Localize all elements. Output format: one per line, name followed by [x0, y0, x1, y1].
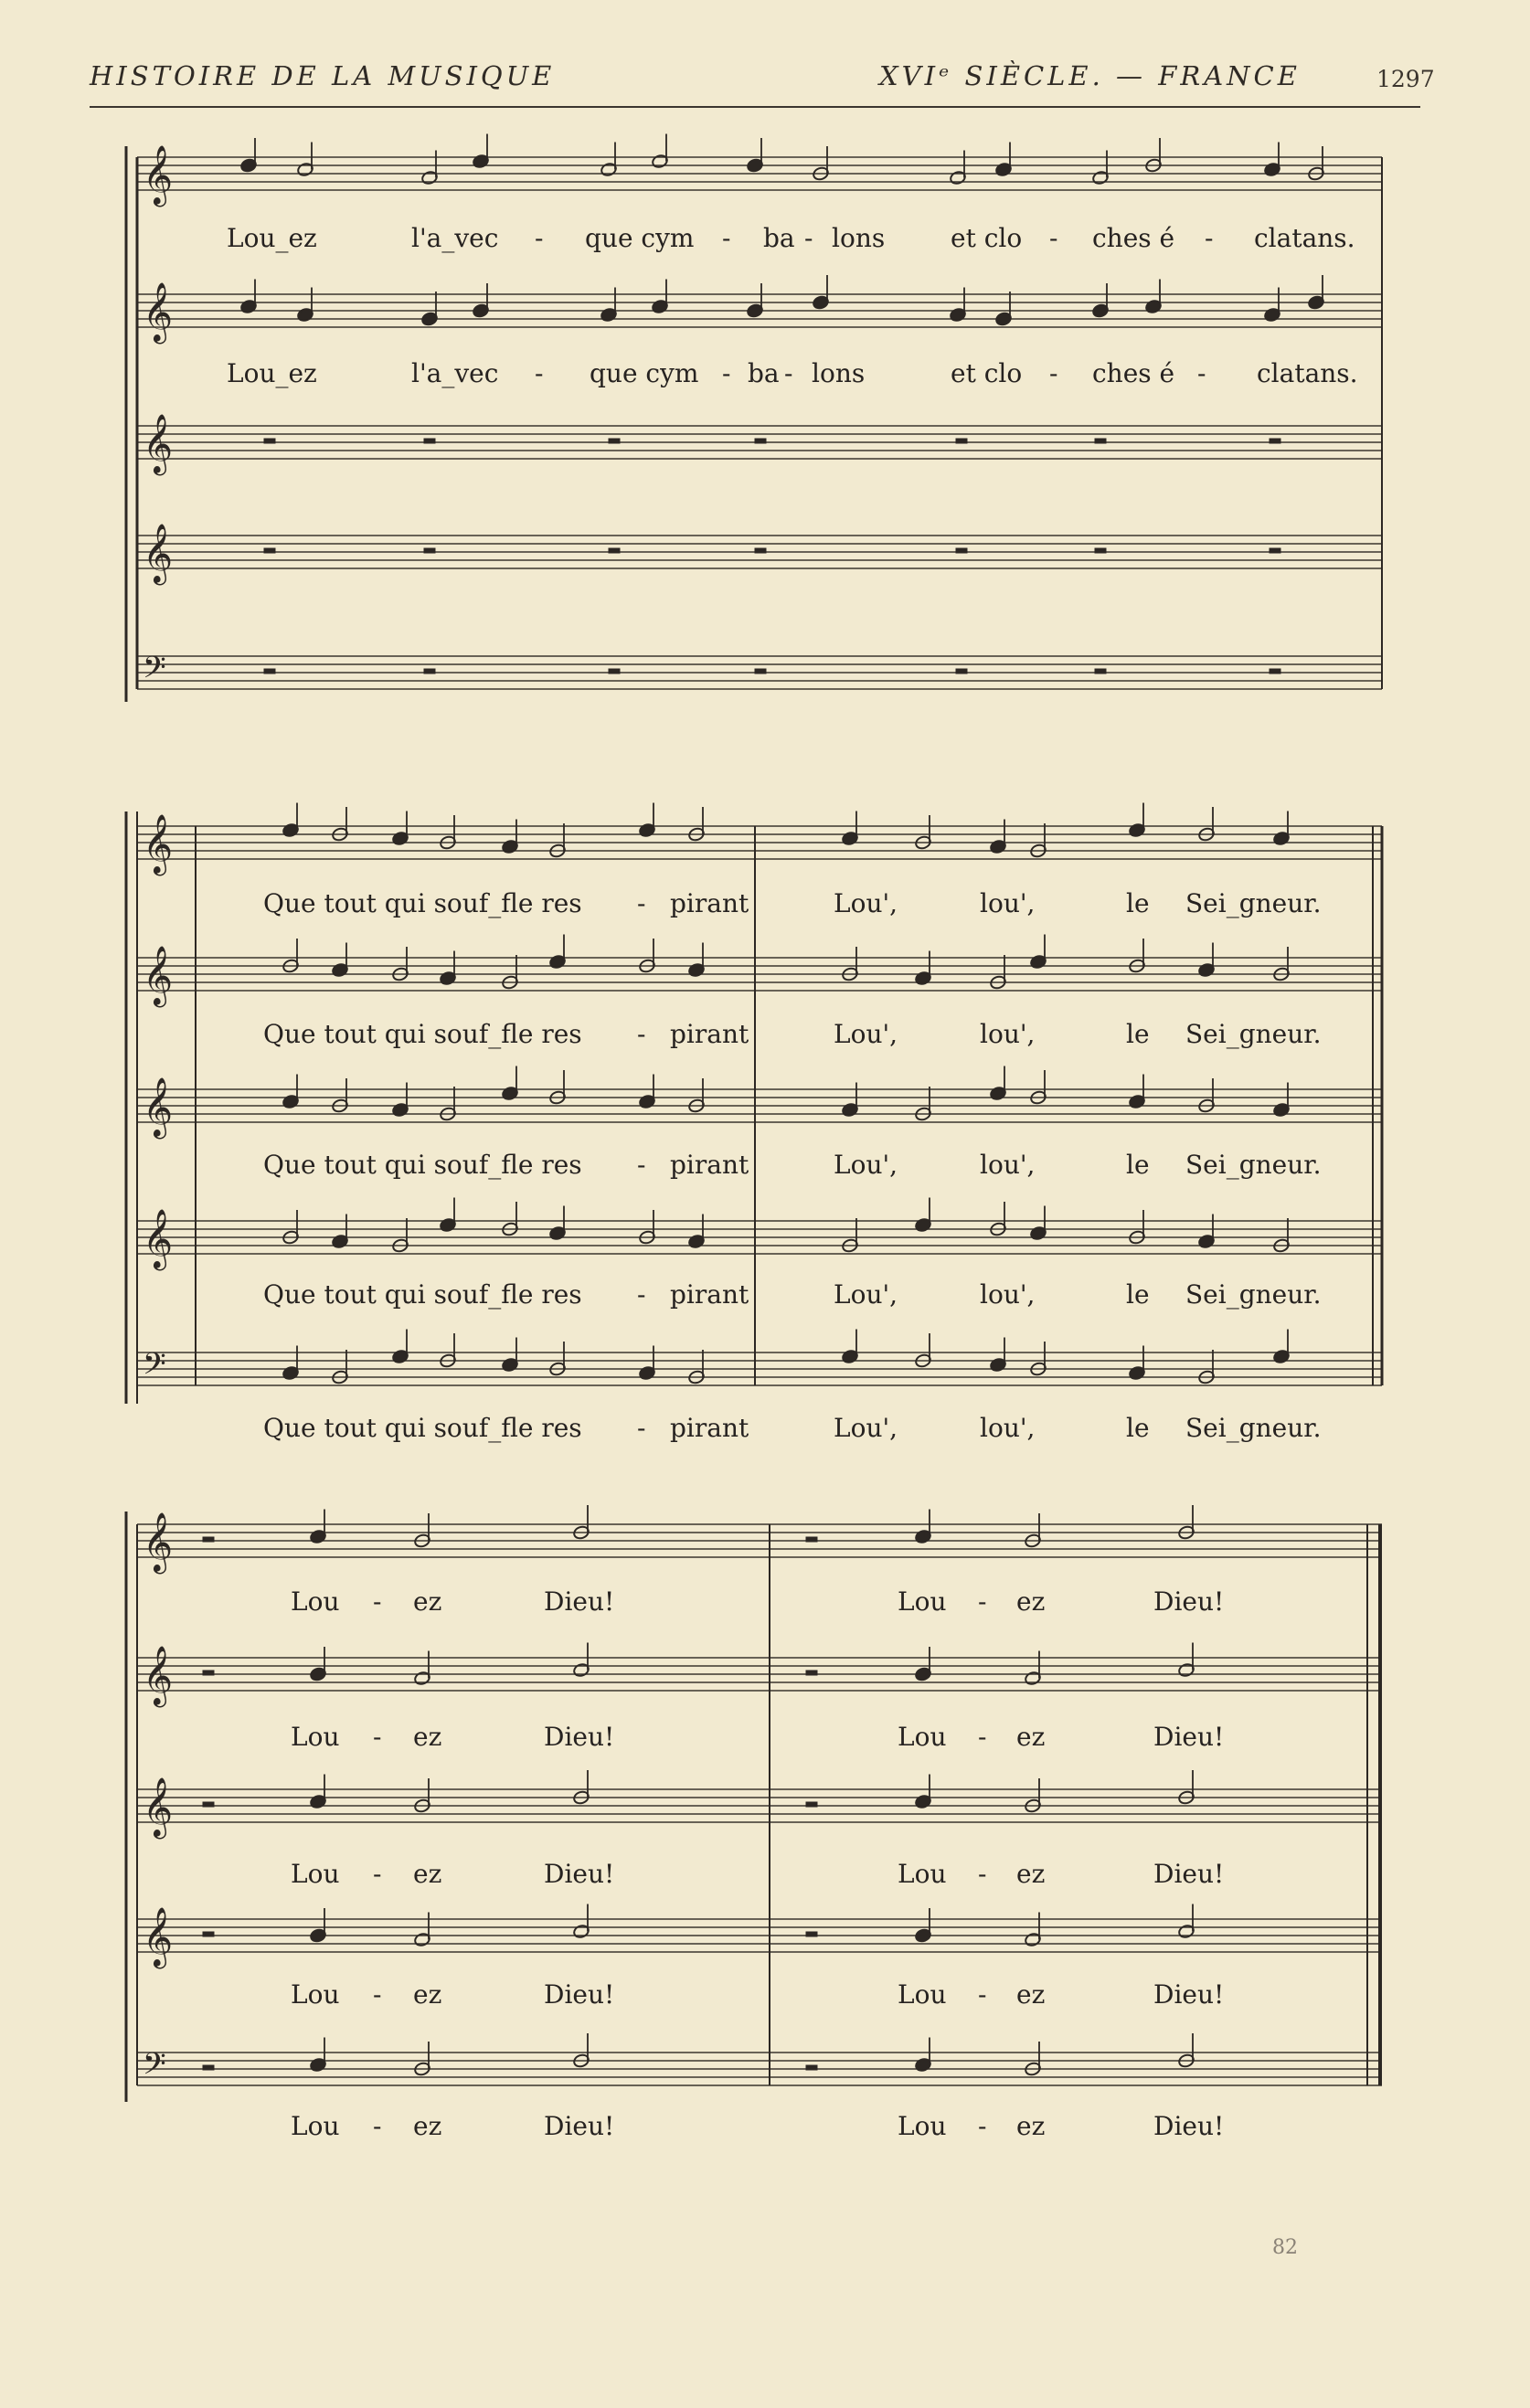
treble-clef-icon: 𝄞 [143, 1077, 174, 1137]
rest [1270, 548, 1280, 553]
rest [1270, 669, 1280, 674]
lyric-syllable: le [1126, 888, 1150, 918]
rest [806, 1802, 817, 1807]
rest [1270, 439, 1280, 443]
lyric-syllable: - [535, 223, 544, 253]
lyric-syllable: Sei_gneur. [1185, 1150, 1322, 1180]
lyric-syllable: - [637, 1019, 646, 1049]
rest [806, 1537, 817, 1542]
lyric-syllable: - [978, 1586, 987, 1617]
lyric-syllable: - [373, 2111, 382, 2141]
rest [755, 669, 766, 674]
lyric-syllable: Dieu! [1153, 1722, 1225, 1752]
lyric-syllable: clatans. [1254, 223, 1355, 253]
lyric-syllable: - [373, 1979, 382, 2010]
lyric-syllable: - [978, 1859, 987, 1889]
lyric-syllable: ez [413, 1722, 442, 1752]
lyric-syllable: lou', [980, 1150, 1036, 1180]
rest [806, 1671, 817, 1675]
lyric-syllable: Lou [291, 1586, 340, 1617]
lyric-syllable: le [1126, 1279, 1150, 1310]
rest [1095, 548, 1106, 553]
lyric-syllable: Sei_gneur. [1185, 1019, 1322, 1049]
lyric-syllable: Sei_gneur. [1185, 1413, 1322, 1443]
running-head-right: XVIᵉ SIÈCLE. — FRANCE [879, 60, 1301, 91]
lyric-syllable: Dieu! [1153, 1859, 1225, 1889]
lyric-syllable: que cym [590, 358, 699, 388]
lyric-syllable: ez [413, 2111, 442, 2141]
treble-clef-icon: 𝄞 [143, 145, 174, 205]
rest [609, 548, 620, 553]
lyric-syllable: ches é [1092, 358, 1175, 388]
lyric-syllable: lou', [980, 1019, 1036, 1049]
lyric-syllable: Que tout qui souf_fle res [263, 1150, 582, 1180]
lyric-syllable: - [722, 358, 731, 388]
lyric-syllable: que cym [585, 223, 695, 253]
lyric-syllable: Lou [898, 1586, 947, 1617]
lyric-syllable: l'a_vec [411, 223, 499, 253]
lyric-syllable: lons [832, 223, 886, 253]
lyric-syllable: pirant [670, 1150, 749, 1180]
treble-clef-icon: 𝄞 [143, 1209, 174, 1268]
lyric-syllable: Dieu! [1153, 1586, 1225, 1617]
rest [203, 1802, 214, 1807]
lyric-syllable: ez [413, 1859, 442, 1889]
lyric-syllable: - [373, 1586, 382, 1617]
rest [755, 439, 766, 443]
lyric-syllable: - [978, 2111, 987, 2141]
rest [203, 1537, 214, 1542]
running-head-left: HISTOIRE DE LA MUSIQUE [90, 60, 556, 91]
lyric-syllable: et clo [951, 358, 1023, 388]
lyric-syllable: ez [413, 1979, 442, 2010]
lyric-syllable: Dieu! [1153, 1979, 1225, 2010]
lyric-syllable: l'a_vec [411, 358, 499, 388]
lyric-syllable: - [637, 1413, 646, 1443]
lyric-syllable: - [373, 1722, 382, 1752]
lyric-syllable: ez [413, 1586, 442, 1617]
lyric-syllable: lons [812, 358, 866, 388]
lyric-syllable: pirant [670, 1019, 749, 1049]
lyric-syllable: Lou [898, 1722, 947, 1752]
treble-clef-icon: 𝄞 [143, 946, 174, 1005]
lyric-syllable: - [637, 1279, 646, 1310]
treble-clef-icon: 𝄞 [143, 1512, 174, 1572]
lyric-syllable: - [1197, 358, 1206, 388]
lyric-syllable: ez [1016, 1586, 1046, 1617]
lyric-syllable: - [804, 223, 813, 253]
lyric-syllable: - [1205, 223, 1214, 253]
lyric-syllable: Sei_gneur. [1185, 1279, 1322, 1310]
lyric-syllable: - [1049, 358, 1058, 388]
rest [203, 2065, 214, 2070]
rest [264, 439, 275, 443]
rest [264, 669, 275, 674]
lyric-syllable: pirant [670, 1279, 749, 1310]
signature-mark: 82 [1272, 2236, 1298, 2259]
lyric-syllable: Dieu! [1153, 2111, 1225, 2141]
lyric-syllable: pirant [670, 888, 749, 918]
lyric-syllable: Dieu! [544, 1979, 615, 2010]
rest [264, 548, 275, 553]
lyric-syllable: lou', [980, 1413, 1036, 1443]
bass-clef-icon: 𝄢 [143, 651, 166, 693]
lyric-syllable: lou', [980, 888, 1036, 918]
lyric-syllable: - [1049, 223, 1058, 253]
lyric-syllable: ez [1016, 1859, 1046, 1889]
lyric-syllable: lou', [980, 1279, 1036, 1310]
treble-clef-icon: 𝄞 [143, 282, 174, 342]
lyric-syllable: ez [1016, 2111, 1046, 2141]
rest [1095, 439, 1106, 443]
lyric-syllable: Lou [291, 1722, 340, 1752]
barlines [126, 146, 1382, 2102]
bass-clef-icon: 𝄢 [143, 1347, 166, 1389]
lyric-syllable: Lou', [834, 1150, 898, 1180]
lyric-syllable: Lou_ez [227, 223, 317, 253]
lyric-syllable: Que tout qui souf_fle res [263, 1019, 582, 1049]
lyric-syllable: Que tout qui souf_fle res [263, 1279, 582, 1310]
lyric-syllable: ba [763, 223, 795, 253]
treble-clef-icon: 𝄞 [143, 414, 174, 473]
lyric-syllable: - [373, 1859, 382, 1889]
lyric-syllable: et clo [951, 223, 1023, 253]
page-number: 1297 [1376, 66, 1435, 92]
treble-clef-icon: 𝄞 [143, 524, 174, 583]
lyric-syllable: pirant [670, 1413, 749, 1443]
lyric-syllable: Lou [898, 1979, 947, 2010]
treble-clef-icon: 𝄞 [143, 1646, 174, 1705]
lyric-syllable: ez [1016, 1979, 1046, 2010]
lyric-syllable: - [722, 223, 731, 253]
lyric-syllable: Dieu! [544, 1722, 615, 1752]
lyric-syllable: Dieu! [544, 2111, 615, 2141]
rest [609, 669, 620, 674]
lyric-syllable: - [784, 358, 793, 388]
lyric-syllable: Sei_gneur. [1185, 888, 1322, 918]
lyric-syllable: - [637, 1150, 646, 1180]
rest [755, 548, 766, 553]
treble-clef-icon: 𝄞 [143, 1907, 174, 1967]
lyric-syllable: Lou [898, 1859, 947, 1889]
lyric-syllable: Lou_ez [227, 358, 317, 388]
lyric-syllable: Que tout qui souf_fle res [263, 888, 582, 918]
rest [424, 439, 435, 443]
lyric-syllable: clatans. [1257, 358, 1358, 388]
lyric-syllable: le [1126, 1413, 1150, 1443]
treble-clef-icon: 𝄞 [143, 814, 174, 874]
rest [424, 669, 435, 674]
rest [1095, 669, 1106, 674]
rest [956, 439, 967, 443]
lyric-syllable: - [535, 358, 544, 388]
rest [424, 548, 435, 553]
lyric-syllable: Lou', [834, 888, 898, 918]
treble-clef-icon: 𝄞 [143, 1777, 174, 1837]
lyric-syllable: Que tout qui souf_fle res [263, 1413, 582, 1443]
lyric-syllable: ez [1016, 1722, 1046, 1752]
lyric-syllable: ba [748, 358, 780, 388]
rest [203, 1932, 214, 1936]
lyric-syllable: Dieu! [544, 1859, 615, 1889]
rest [609, 439, 620, 443]
lyric-syllable: le [1126, 1019, 1150, 1049]
lyric-syllable: Lou [898, 2111, 947, 2141]
lyric-syllable: Dieu! [544, 1586, 615, 1617]
rest [806, 2065, 817, 2070]
rest [203, 1671, 214, 1675]
lyric-syllable: Lou [291, 1859, 340, 1889]
lyric-syllable: Lou [291, 1979, 340, 2010]
lyric-syllable: - [978, 1979, 987, 2010]
lyric-syllable: Lou', [834, 1279, 898, 1310]
lyric-syllable: - [637, 888, 646, 918]
rest [806, 1932, 817, 1936]
lyric-syllable: - [978, 1722, 987, 1752]
lyric-syllable: Lou', [834, 1019, 898, 1049]
lyric-syllable: le [1126, 1150, 1150, 1180]
lyric-syllable: Lou [291, 2111, 340, 2141]
rest [956, 669, 967, 674]
lyric-syllable: Lou', [834, 1413, 898, 1443]
lyric-syllable: ches é [1092, 223, 1175, 253]
bass-clef-icon: 𝄢 [143, 2047, 166, 2089]
clef-icons [143, 145, 173, 2089]
rest [956, 548, 967, 553]
